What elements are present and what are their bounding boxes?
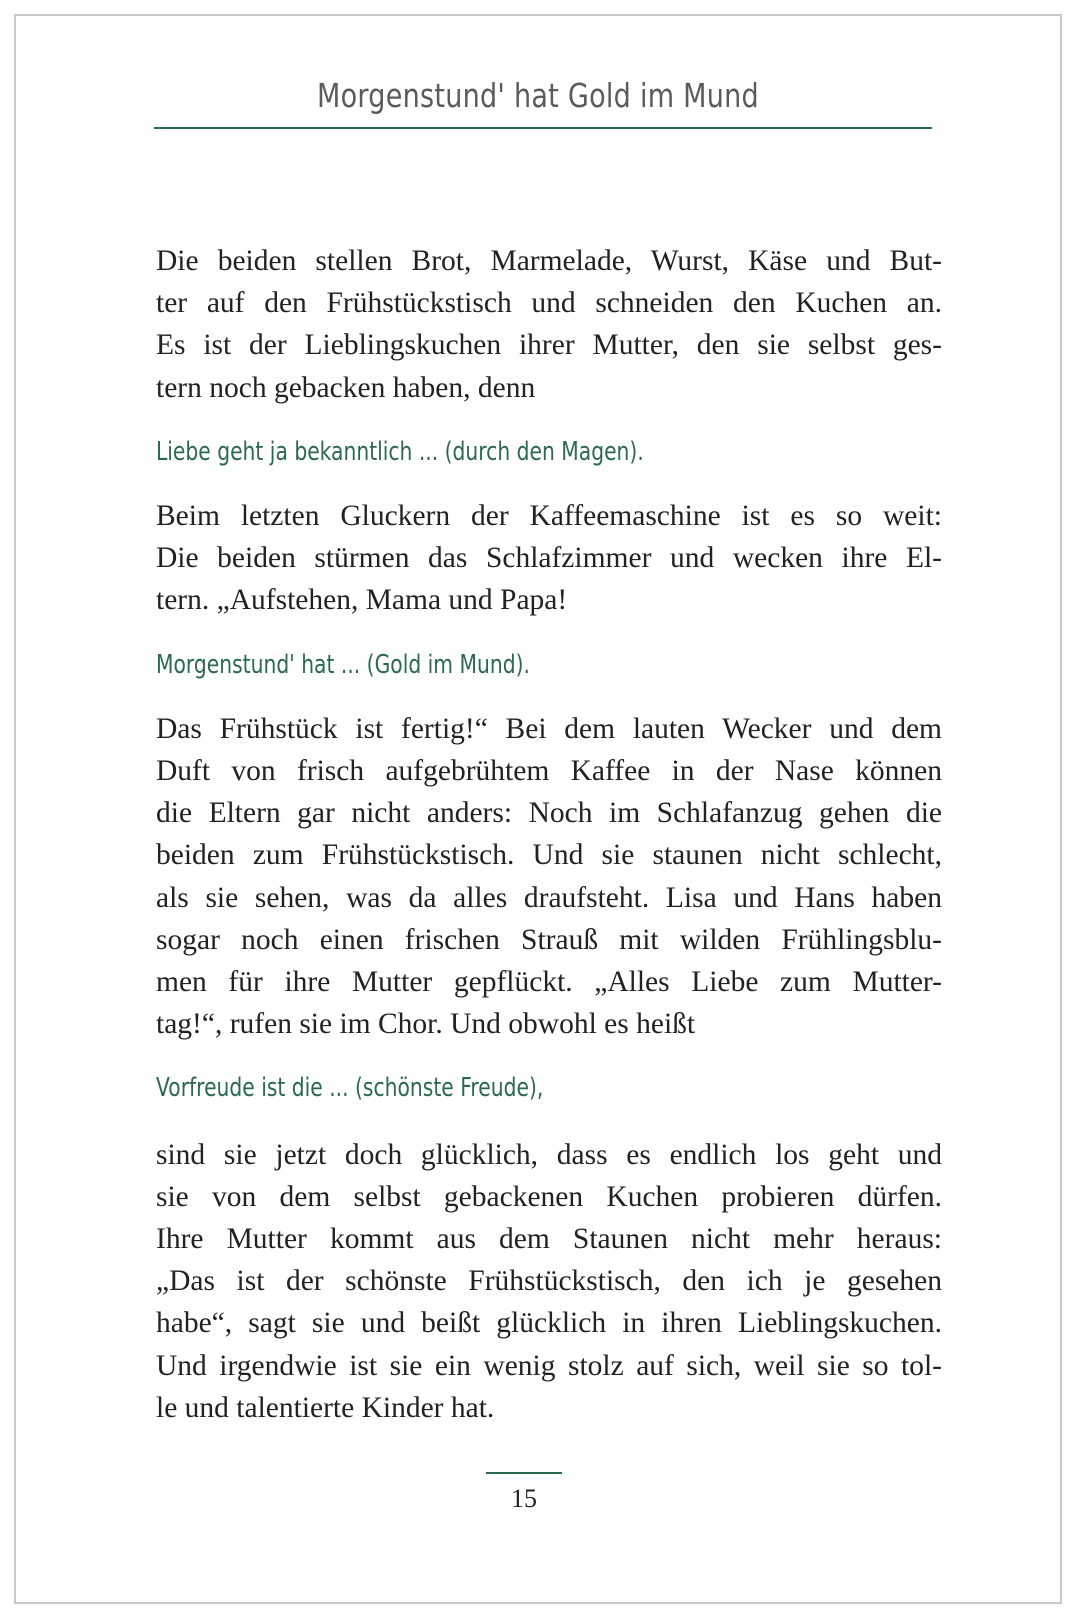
paragraph-1 xyxy=(156,240,942,409)
paragraph-2 xyxy=(156,495,942,622)
page-body xyxy=(156,240,942,1429)
text-line: sie von dem selbst gebackenen Kuchen probieren dürfen. xyxy=(156,1180,942,1213)
text-line: tern. „Aufstehen, Mama und Papa! xyxy=(156,584,568,617)
text-line: Und irgendwie ist sie ein wenig stolz auf sich, weil sie so tol- xyxy=(156,1349,942,1382)
footer-divider xyxy=(486,1472,562,1474)
running-header-title: Morgenstund' hat Gold im Mund xyxy=(317,76,759,115)
proverb-1: Liebe geht ja bekanntlich ... (durch den Magen). xyxy=(156,436,644,467)
text-line: sind sie jetzt doch glücklich, dass es endlich los geht und xyxy=(156,1138,942,1171)
paragraph-4 xyxy=(156,1134,942,1429)
text-line: Beim letzten Gluckern der Kaffeemaschine ist es so weit: xyxy=(156,500,942,533)
text-line: ter auf den Frühstückstisch und schneiden den Kuchen an. xyxy=(156,287,942,320)
text-line: beiden zum Frühstückstisch. Und sie staunen nicht schlecht, xyxy=(156,839,942,872)
text-line: men für ihre Mutter gepflückt. „Alles Liebe zum Mutter- xyxy=(156,966,942,999)
text-line: Die beiden stürmen das Schlafzimmer und wecken ihre El- xyxy=(156,542,942,575)
header-divider xyxy=(154,127,932,129)
text-line: Es ist der Lieblingskuchen ihrer Mutter, den sie selbst ges- xyxy=(156,329,942,362)
text-line: als sie sehen, was da alles draufsteht. Lisa und Hans haben xyxy=(156,881,942,914)
text-line: sogar noch einen frischen Strauß mit wilden Frühlingsblu- xyxy=(156,923,942,956)
text-line: die Eltern gar nicht anders: Noch im Schlafanzug gehen die xyxy=(156,797,942,830)
page-number: 15 xyxy=(511,1484,537,1513)
text-line: Duft von frisch aufgebrühtem Kaffee in der Nase können xyxy=(156,755,942,788)
text-line: habe“, sagt sie und beißt glücklich in ihren Lieblingskuchen. xyxy=(156,1307,942,1340)
text-line: Das Frühstück ist fertig!“ Bei dem lauten Wecker und dem xyxy=(156,712,942,745)
paragraph-3 xyxy=(156,708,942,1046)
text-line: Ihre Mutter kommt aus dem Staunen nicht mehr heraus: xyxy=(156,1223,942,1256)
proverb-2: Morgenstund' hat ... (Gold im Mund). xyxy=(156,649,530,680)
text-line: Die beiden stellen Brot, Marmelade, Wurst, Käse und But- xyxy=(156,245,942,277)
book-page xyxy=(14,14,1062,1604)
text-line: tern noch gebacken haben, denn xyxy=(156,371,536,404)
text-line: „Das ist der schönste Frühstückstisch, den ich je gesehen xyxy=(156,1265,942,1298)
text-line: le und talentierte Kinder hat. xyxy=(156,1391,495,1424)
text-line: tag!“, rufen sie im Chor. Und obwohl es heißt xyxy=(156,1008,696,1041)
proverb-3: Vorfreude ist die ... (schönste Freude), xyxy=(156,1073,544,1104)
